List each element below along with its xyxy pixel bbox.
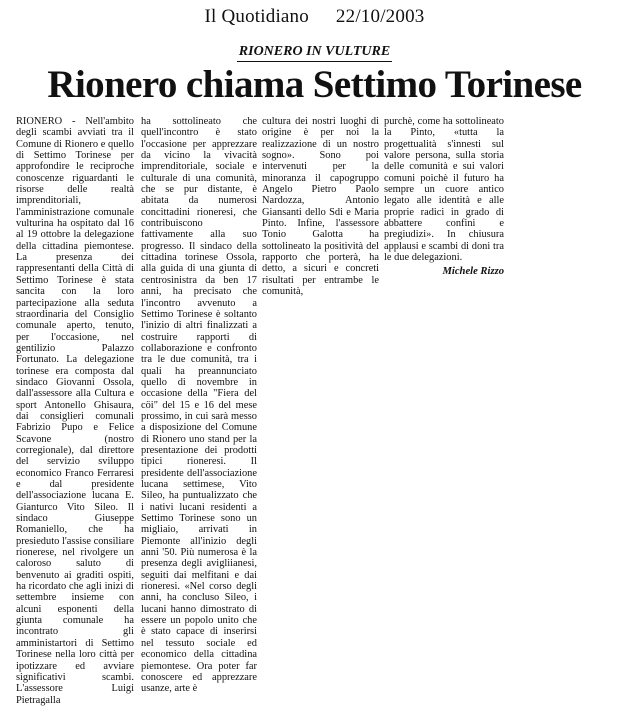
column-text: cultura dei nostri luoghi di origine è per noi la realizzazione di un nostro sogno». Sono poi intervenuti per la minoranza il capogruppo Angelo Pietro Paolo Nardozza, Antonio Giansanti dello Sdi e Maria Pinto. Infine, l'assessore Tonio Galotta ha sottolineato la positività del rapporto che porterà, ha detto, a sicuri e concreti risultati per entrambe le comunità,	[262, 116, 379, 298]
article-column-2	[141, 116, 257, 695]
article-byline: Michele Rizzo	[442, 266, 504, 278]
publication-date: 22/10/2003	[335, 6, 425, 27]
article-headline: Rionero chiama Settimo Torinese	[47, 63, 582, 106]
publication-name: Il Quotidiano	[204, 6, 309, 27]
kicker-label: RIONERO IN VULTURE	[237, 44, 392, 62]
article-column-1	[16, 116, 134, 706]
masthead	[0, 6, 629, 28]
article-column-3	[262, 116, 379, 298]
article-column-4	[384, 116, 504, 278]
column-text: RIONERO - Nell'ambito degli scambi avviati tra il Comune di Rionero e quello di Settimo Torinese per approfondire le reciproche conoscenze riguardanti le risorse delle realtà imprenditoriali, l'amministrazione comunale vulturina ha ospitato dal 16 al 19 ottobre la delegazione della cittadina piemontese. La presenza dei rappresentanti della Città di Settimo Torinese è stata sancita con la loro partecipazione alla seduta straordinaria del Consiglio comunale aperto, tenuto, per l'occasione, nel gentilizio Palazzo Fortunato. La delegazione torinese era composta dal sindaco Giovanni Ossola, dall'assessore alla Cultura e sport Antonello Ghisaura, dai consiglieri comunali Fabrizio Pupo e Felice Scavone (nostro corregionale), dal direttore del servizio sviluppo economico Franco Ferraresi e dal presidente dell'associazione lucana E. Gianturco Vito Sileo. Il sindaco Giuseppe Romaniello, che ha presieduto l'assise consiliare rionerese, nel rivolgere un caloroso saluto di benvenuto ai graditi ospiti, ha ricordato che agli inizi di settembre insieme con alcuni esponenti della giunta comunale ha incontrato gli amministartori di Settimo Torinese nella loro città per ipotizzare ed avviare significativi scambi. L'assessore Luigi Pietragalla	[16, 116, 134, 706]
column-text: ha sottolineato che quell'incontro è stato l'occasione per apprezzare da vicino la vivacità imprenditoriale, sociale e culturale di una comunità, che se pur distante, è abitata da numerosi concittadini rioneresi, che contribuiscono fattivamente alla suo progresso. Il sindaco della cittadina torinese Ossola, alla guida di una giunta di centrosinistra da ben 17 anni, ha precisato che l'incontro avvenuto a Settimo Torinese è soltanto l'inizio di altri finalizzati a costruire rapporti di collaborazione e confronto tra le due comunità, tra i quali ha preannunciato quello di novembre in occasione della "Fiera del cöi" del 15 e 16 del mese prossimo, in cui sarà messo a disposizione del Comune di Rionero uno stand per la presentazione dei prodotti tipici rioneresi. Il presidente dell'associazione lucana settimese, Vito Sileo, ha puntualizzato che i nativi lucani residenti a Settimo Torinese sono un migliaio, arrivati in Piemonte all'inizio degli anni '50. Più numerosa è la presenza degli avigliianesi, seguiti dai melfitani e dai rioneresi. «Nel corso degli anni, ha concluso Sileo, i lucani hanno dimostrato di essere un popolo unito che è stato capace di inserirsi nel tessuto sociale ed economico della cittadina piemontese. Ora poter far conoscere ed apprezzare usanze, arte è	[141, 116, 257, 695]
article-kicker	[0, 44, 629, 62]
column-text: purchè, come ha sottolineato la Pinto, «tutta la progettualità s'innesti sul valore persona, sulla storia delle comunità e sui valori comuni poichè il futuro ha sempre un cuore antico legato alle identità e alle proprie radici in grado di abbattere confini e pregiudizi». In chiusura applausi e scambi di doni tra le due delegazioni.	[384, 116, 504, 264]
